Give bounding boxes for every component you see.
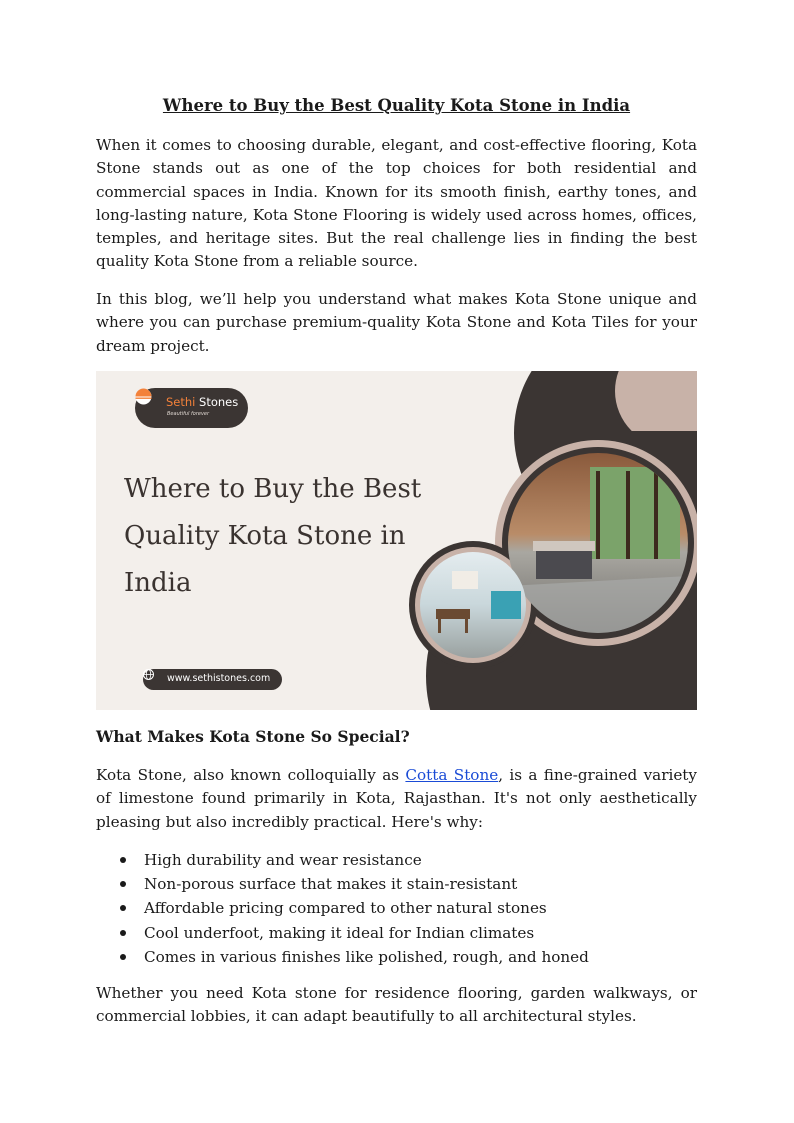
section-heading: What Makes Kota Stone So Special? [96,727,410,746]
section-paragraph: Kota Stone, also known colloquially as Cotta Stone, is a fine-grained variety of limestone found primarily in Kota, Rajasthan. It's not only aesthetically pleasing but also incredibly practical. Here's why: [96,766,697,831]
sun-logo-icon [135,388,152,405]
banner-heading-line: India [124,568,192,598]
banner-heading-line: Where to Buy the Best [124,474,422,504]
list-item: Comes in various finishes like polished, rough, and honed [96,945,697,969]
banner-heading-line: Quality Kota Stone in [124,521,406,551]
globe-icon [143,669,154,680]
intro-paragraph: When it comes to choosing durable, elegant, and cost-effective flooring, Kota Stone stands out as one of the top choices for both residential and commercial spaces in India. Known for its smooth finish, earthy tones, and long-lasting nature, Kota Stone Flooring is widely used across homes, offices, temples, and heritage sites. But the real challenge lies in finding the best quality Kota Stone from a reliable source. [96,136,697,271]
list-item: Affordable pricing compared to other natural stones [96,896,697,920]
website-pill [143,669,282,690]
list-item: High durability and wear resistance [96,848,697,872]
sethi-stones-logo [135,388,248,428]
logo-wordmark: Sethi Stones [166,395,239,409]
bedroom-photo [508,453,688,633]
closing-paragraph: Whether you need Kota stone for residence flooring, garden walkways, or commercial lobbies, it can adapt beautifully to all architectural styles. [96,984,697,1026]
blog-intro-paragraph: In this blog, we’ll help you understand what makes Kota Stone unique and where you can purchase premium-quality Kota Stone and Kota Tiles for your dream project. [96,290,697,355]
cotta-stone-link[interactable]: Cotta Stone [405,766,499,784]
website-url: www.sethistones.com [167,673,271,684]
logo-tagline: Beautiful forever [167,411,210,417]
list-item: Non-porous surface that makes it stain-resistant [96,872,697,896]
benefits-list [96,848,697,969]
list-item: Cool underfoot, making it ideal for Indian climates [96,921,697,945]
document-title: Where to Buy the Best Quality Kota Stone in India [162,96,631,115]
hero-banner-image [96,371,697,710]
banner-heading [124,466,444,607]
